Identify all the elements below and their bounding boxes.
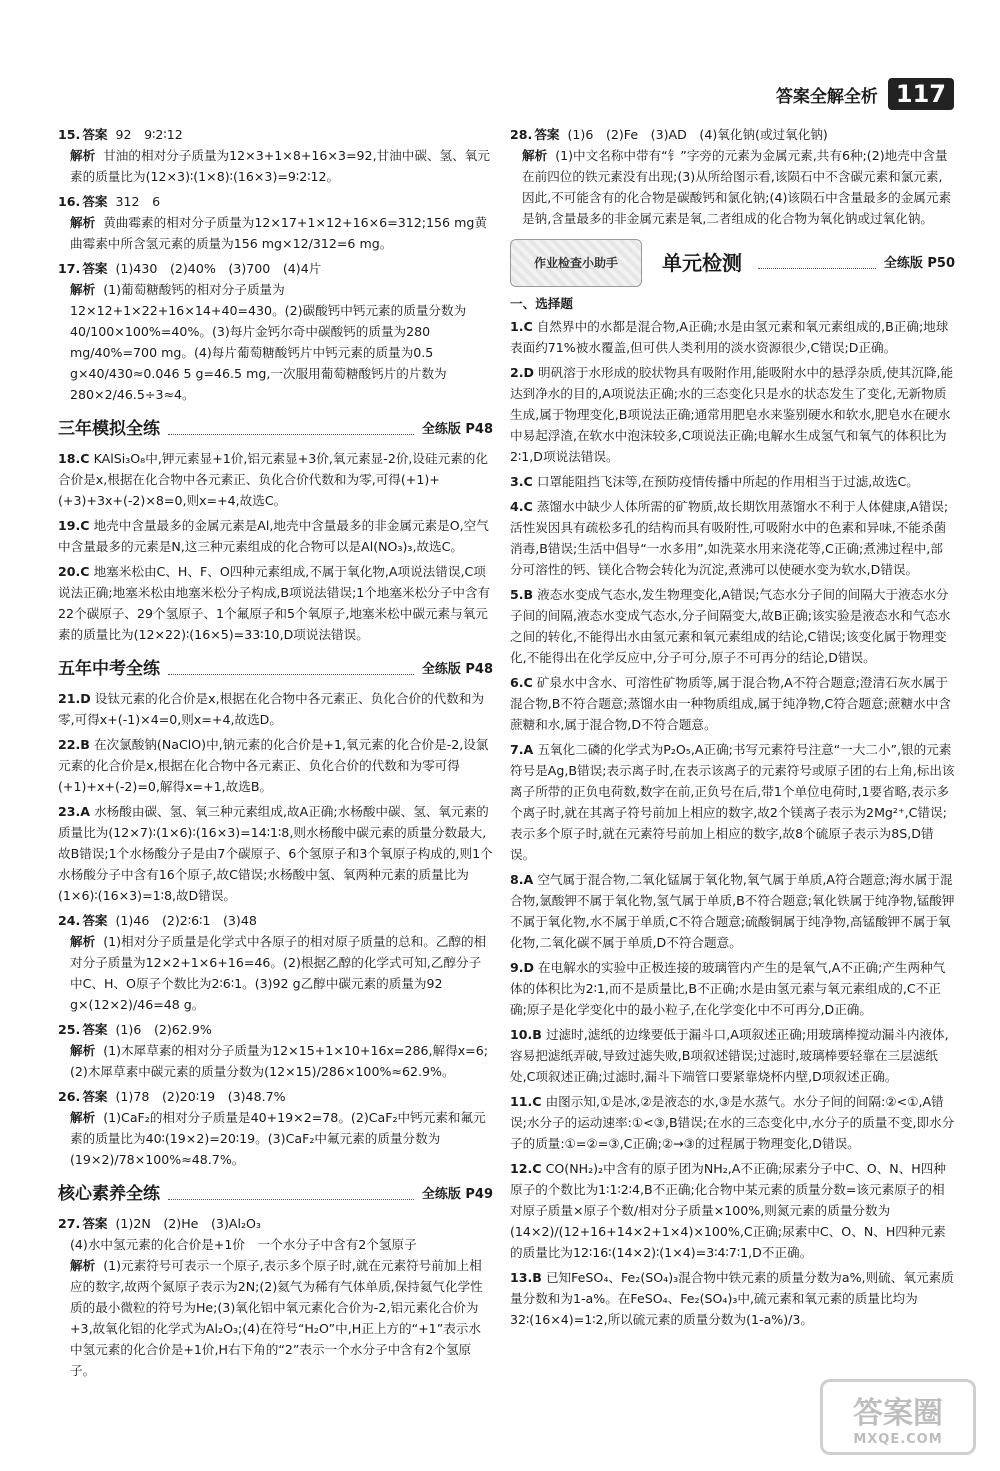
question-u10 (510, 1024, 955, 1087)
explanation-text: 由图示知,①是冰,②是液态的水,③是水蒸气。水分子间的间隔:②<①,A错误;水分子的运动速率:①<③,B错误;在水的三态变化中,水分子的质量不变,即水分子的质量:①=②=③,C正确;②→③的过程属于物理变化,D错误。 (510, 1094, 955, 1151)
question-number: 1.C (510, 319, 533, 334)
question-24 (58, 910, 493, 1015)
answer-text: (1)78 (2)20∶19 (3)48.7% (115, 1089, 286, 1104)
explanation-label: 解析 (70, 934, 96, 949)
section-header-3yr (58, 419, 493, 440)
answer-text: (1)6 (2)Fe (3)AD (4)氧化钠(或过氧化钠) (567, 127, 828, 142)
question-23 (58, 801, 493, 906)
answer-label: 答案 (82, 913, 108, 928)
question-number: 12.C (510, 1161, 542, 1176)
question-number: 8.A (510, 872, 534, 887)
question-number: 4.C (510, 499, 533, 514)
unit-test-header (510, 239, 955, 287)
explanation-text: KAlSi₃O₈中,钾元素显+1价,铝元素显+3价,氧元素显-2价,设硅元素的化合价是x,根据在化合物中各元素正、负化合价代数和为零,可得(+1)+(+3)+3x+(-2)×8=0,则x=+4,故选C。 (58, 451, 488, 508)
answer-text: 312 6 (115, 194, 161, 209)
question-u3 (510, 471, 955, 492)
question-u11 (510, 1091, 955, 1154)
subsection-title: 一、选择题 (510, 296, 573, 311)
explanation-text: 空气属于混合物,二氧化锰属于氧化物,氧气属于单质,A符合题意;海水属于混合物,氯酸钾不属于氧化物,氢气属于单质,B不符合题意;氧化铁属于纯净物,锰酸钾不属于氧化物,水不属于单质,C不符合题意;硫酸铜属于纯净物,高锰酸钾不属于氧化物,二氧化碳不属于单质,D不符合题意。 (510, 872, 955, 950)
explanation-text: 甘油的相对分子质量为12×3+1×8+16×3=92,甘油中碳、氢、氧元素的质量比为(12×3)∶(1×8)∶(16×3)=9∶2∶12。 (70, 148, 490, 184)
watermark-logo-text: 答案圈 (853, 1395, 943, 1431)
right-column (510, 124, 955, 1334)
explanation-text: 在次氯酸钠(NaClO)中,钠元素的化合价是+1,氧元素的化合价是-2,设氯元素的化合价是x,根据在化合物中各元素正、负化合价的代数和为零可得(+1)+x+(-2)=0,解得x=+1,故选B。 (58, 737, 489, 794)
explanation-text: (1)CaF₂的相对分子质量是40+19×2=78。(2)CaF₂中钙元素和氟元素的质量比为40∶(19×2)=20∶19。(3)CaF₂中氟元素的质量分数为(19×2)/78×100%≈48.7%。 (70, 1110, 486, 1167)
question-20 (58, 561, 493, 645)
explanation-label: 解析 (522, 148, 548, 163)
question-21 (58, 688, 493, 730)
explanation-text: (1)元素符号可表示一个原子,表示多个原子时,就在元素符号前加上相应的数字,故两个氮原子表示为2N;(2)氦气为稀有气体单质,保持氦气化学性质的最小微粒的符号为He;(3)氧化铝中氧元素化合价为-2,铝元素化合价为+3,故氧化铝的化学式为Al₂O₃;(4)在符号“H₂O”中,H正上方的“+1”表示水中氢元素的化合价是+1价,H右下角的“2”表示一个水分子中含有2个氢原子。 (70, 1258, 483, 1378)
section-divider (168, 1189, 414, 1200)
answer-label: 答案 (82, 1022, 108, 1037)
question-number: 13.B (510, 1270, 542, 1285)
answer-label: 答案 (82, 194, 108, 209)
question-number: 19.C (58, 518, 90, 533)
question-u2 (510, 362, 955, 467)
question-u6 (510, 672, 955, 735)
question-number: 11.C (510, 1094, 542, 1109)
helper-stamp: 作业检查小助手 (510, 239, 642, 287)
section-header-5yr (58, 659, 493, 680)
section-tag: 全练版 P49 (421, 1187, 493, 1202)
question-u7 (510, 739, 955, 865)
explanation-label: 解析 (70, 148, 96, 163)
answer-label: 答案 (82, 127, 108, 142)
explanation-text: (1)中文名称中带有“钅”字旁的元素为金属元素,共有6种;(2)地壳中含量在前四位的铁元素没有出现;(3)从所给图示看,该陨石中不含碳元素和氯元素,因此,不可能含有的化合物是碳酸钙和氯化钠;(4)该陨石中含量最多的金属元素是钠,含量最多的非金属元素是氧,二者组成的化合物为氧化钠或过氧化钠。 (522, 148, 952, 226)
question-number: 18.C (58, 451, 90, 466)
answer-label: 答案 (82, 1089, 108, 1104)
explanation-label: 解析 (70, 1110, 96, 1125)
explanation-label: 解析 (70, 1258, 96, 1273)
explanation-text: 已知FeSO₄、Fe₂(SO₄)₃混合物中铁元素的质量分数为a%,则硫、氧元素质量分数和为1-a%。在FeSO₄、Fe₂(SO₄)₃中,硫元素和氧元素的质量比均为32∶(16×4)=1∶2,所以硫元素的质量分数为(1-a%)/3。 (510, 1270, 954, 1327)
explanation-label: 解析 (70, 1043, 96, 1058)
question-number: 26. (58, 1089, 81, 1104)
question-number: 20.C (58, 564, 90, 579)
question-number: 5.B (510, 587, 534, 602)
explanation-text: 矿泉水中含水、可溶性矿物质等,属于混合物,A不符合题意;澄清石灰水属于混合物,B不符合题意;蒸馏水由一种物质组成,属于纯净物,C符合题意;蔗糖水中含蔗糖和水,属于混合物,D不符合题意。 (510, 675, 951, 732)
watermark-url: MXQE.COM (853, 1431, 943, 1447)
page-number: 117 (888, 78, 954, 110)
question-17 (58, 258, 493, 405)
question-number: 2.D (510, 365, 535, 380)
answer-label: 答案 (82, 261, 108, 276)
explanation-text: 水杨酸由碳、氢、氧三种元素组成,故A正确;水杨酸中碳、氢、氧元素的质量比为(12×7)∶(1×6)∶(16×3)=14∶1∶8,则水杨酸中碳元素的质量分数最大,故B错误;1个水杨酸分子是由7个碳原子、6个氢原子和3个氧原子构成的,则1个水杨酸分子中含有16个原子,故C错误;水杨酸中氢、氧两种元素的质量比为(1×6)∶(16×3)=1∶8,故D错误。 (58, 804, 493, 903)
section-divider (168, 424, 414, 435)
question-16 (58, 191, 493, 254)
section-tag: 全练版 P48 (421, 662, 493, 677)
question-26 (58, 1086, 493, 1170)
explanation-text: 口罩能阻挡飞沫等,在预防疫情传播中所起的作用相当于过滤,故选C。 (536, 474, 919, 489)
question-number: 3.C (510, 474, 533, 489)
question-u4 (510, 496, 955, 580)
question-u13 (510, 1267, 955, 1330)
question-number: 21.D (58, 691, 91, 706)
question-28 (510, 124, 955, 229)
explanation-text: (1)相对分子质量是化学式中各原子的相对原子质量的总和。乙醇的相对分子质量为12×2+1×6+16=46。(2)根据乙醇的化学式可知,乙醇分子中C、H、O原子个数比为2∶6∶1。(3)92 g乙醇中碳元素的质量为92 g×(12×2)/46=48 g。 (70, 934, 487, 1012)
question-number: 25. (58, 1022, 81, 1037)
answer-text-2: (4)水中氢元素的化合价是+1价 一个水分子中含有2个氢原子 (70, 1237, 417, 1252)
question-number: 27. (58, 1216, 81, 1231)
explanation-label: 解析 (70, 215, 96, 230)
question-number: 10.B (510, 1027, 542, 1042)
explanation-text: 自然界中的水都是混合物,A正确;水是由氢元素和氧元素组成的,B正确;地球表面约71%被水覆盖,但可供人类利用的淡水资源很少,C错误;D正确。 (510, 319, 949, 355)
section-title: 三年模拟全练 (58, 419, 160, 439)
explanation-text: 黄曲霉素的相对分子质量为12×17+1×12+16×6=312;156 mg黄曲霉素中所含氢元素的质量为156 mg×12/312=6 mg。 (70, 215, 487, 251)
question-27 (58, 1213, 493, 1381)
left-column (58, 124, 493, 1385)
explanation-text: 设钛元素的化合价是x,根据在化合物中各元素正、负化合价的代数和为零,可得x+(-1)×4=0,则x=+4,故选D。 (58, 691, 485, 727)
explanation-text: 过滤时,滤纸的边缘要低于漏斗口,A项叙述正确;用玻璃棒搅动漏斗内液体,容易把滤纸弄破,导致过滤失败,B项叙述错误;过滤时,玻璃棒要轻靠在三层滤纸处,C项叙述正确;过滤时,漏斗下端管口要紧靠烧杯内壁,D项叙述正确。 (510, 1027, 949, 1084)
explanation-text: 明矾溶于水形成的胶状物具有吸附作用,能吸附水中的悬浮杂质,使其沉降,能达到净水的目的,A项说法正确;水的三态变化只是水的状态发生了变化,无新物质生成,属于物理变化,B项说法正确;通常用肥皂水来鉴别硬水和软水,肥皂水在硬水中易起浮渣,在软水中泡沫较多,C项说法正确;电解水生成氢气和氧气的体积比为2∶1,D项说法错误。 (510, 365, 954, 464)
question-number: 7.A (510, 742, 534, 757)
question-number: 16. (58, 194, 81, 209)
question-number: 17. (58, 261, 81, 276)
question-number: 23.A (58, 804, 91, 819)
section-title: 核心素养全练 (58, 1184, 160, 1204)
question-u9 (510, 957, 955, 1020)
explanation-text: 地壳中含量最多的金属元素是Al,地壳中含量最多的非金属元素是O,空气中含量最多的元素是N,这三种元素组成的化合物可以是Al(NO₃)₃,故选C。 (58, 518, 489, 554)
explanation-text: 液态水变成气态水,发生物理变化,A错误;气态水分子间的间隔大于液态水分子间的间隔,液态水变成气态水,分子间隔变大,故B正确;该实验是液态水和气态水之间的转化,不能得出水由氢元素和氧元素组成的结论,C错误;该变化属于物理变化,不能得出在化学反应中,分子可分,原子不可再分的结论,D错误。 (510, 587, 951, 665)
question-number: 15. (58, 127, 81, 142)
answer-text: (1)6 (2)62.9% (115, 1022, 212, 1037)
question-19 (58, 515, 493, 557)
explanation-text: (1)葡萄糖酸钙的相对分子质量为12×12+1×22+16×14+40=430。(2)碳酸钙中钙元素的质量分数为40/100×100%=40%。(3)每片金钙尔奇中碳酸钙的质量为280 mg/40%=700 mg。(4)每片葡萄糖酸钙片中钙元素的质量为0.5 g×40/430≈0.046 5 g=46.5 mg,一次服用葡萄糖酸钙片的片数为280×2/46.5÷3≈4。 (70, 282, 467, 402)
section-header-core (58, 1184, 493, 1205)
question-18 (58, 448, 493, 511)
question-25 (58, 1019, 493, 1082)
answer-text: (1)46 (2)2∶6∶1 (3)48 (115, 913, 257, 928)
question-number: 28. (510, 127, 533, 142)
answer-text: 92 9∶2∶12 (115, 127, 183, 142)
question-number: 22.B (58, 737, 90, 752)
section-title: 五年中考全练 (58, 659, 160, 679)
answer-text: (1)430 (2)40% (3)700 (4)4片 (115, 261, 322, 276)
explanation-text: 蒸馏水中缺少人体所需的矿物质,故长期饮用蒸馏水不利于人体健康,A错误;活性炭因具有疏松多孔的结构而具有吸附性,可吸附水中的色素和异味,不能杀菌消毒,B错误;生活中倡导“一水多用”,如洗菜水用来浇花等,C正确;煮沸过程中,部分可溶性的钙、镁化合物会转化为沉淀,煮沸可以使硬水变为软水,D错误。 (510, 499, 949, 577)
question-u12 (510, 1158, 955, 1263)
explanation-label: 解析 (70, 282, 96, 297)
explanation-text: (1)木犀草素的相对分子质量为12×15+1×10+16x=286,解得x=6;(2)木犀草素中碳元素的质量分数为(12×15)/286×100%≈62.9%。 (70, 1043, 488, 1079)
site-watermark (820, 1379, 976, 1455)
question-u1 (510, 316, 955, 358)
answer-text: (1)2N (2)He (3)Al₂O₃ (115, 1216, 261, 1231)
question-u5 (510, 584, 955, 668)
unit-title: 单元检测 (662, 250, 742, 275)
question-number: 24. (58, 913, 81, 928)
question-number: 6.C (510, 675, 533, 690)
section-divider (758, 258, 876, 269)
question-u8 (510, 869, 955, 953)
page-header (776, 78, 954, 110)
question-22 (58, 734, 493, 797)
question-number: 9.D (510, 960, 535, 975)
header-title: 答案全解全析 (775, 86, 878, 107)
section-tag: 全练版 P50 (883, 255, 955, 271)
question-15 (58, 124, 493, 187)
explanation-text: 在电解水的实验中正极连接的玻璃管内产生的是氧气,A不正确;产生两种气体的体积比为2∶1,而不是质量比,B不正确;水是由氢元素与氧元素组成的,C不正确;原子是化学变化中的最小粒子,在化学变化中不可再分,D正确。 (510, 960, 946, 1017)
explanation-text: CO(NH₂)₂中含有的原子团为NH₂,A不正确;尿素分子中C、O、N、H四种原子的个数比为1∶1∶2∶4,B不正确;化合物中某元素的质量分数=该元素原子的相对原子质量×原子个数/相对分子质量×100%,则氮元素的质量分数为(14×2)/(12+16+14×2+1×4)×100%,C正确;尿素中C、O、N、H四种元素的质量比为12∶16∶(14×2)∶(1×4)=3∶4∶7∶1,D不正确。 (510, 1161, 946, 1260)
explanation-text: 地塞米松由C、H、F、O四种元素组成,不属于氧化物,A项说法错误,C项说法正确;地塞米松由地塞米松分子构成,B项说法错误;1个地塞米松分子中含有22个碳原子、29个氢原子、1个氟原子和5个氧原子,地塞米松中碳元素与氧元素的质量比为(12×22)∶(16×5)=33∶10,D项说法错误。 (58, 564, 491, 642)
explanation-text: 五氧化二磷的化学式为P₂O₅,A正确;书写元素符号注意“一大二小”,银的元素符号是Ag,B错误;表示离子时,在表示该离子的元素符号或原子团的右上角,标出该离子所带的正负电荷数,数字在前,正负号在后,带1个单位电荷时,1要省略,表示多个离子时,就在其离子符号前加上相应的数字,故2个镁离子表示为2Mg²⁺,C错误;表示多个原子时,就在元素符号前加上相应的数字,故8个硫原子表示为8S,D错误。 (510, 742, 955, 862)
answer-label: 答案 (82, 1216, 108, 1231)
section-tag: 全练版 P48 (421, 422, 493, 437)
answer-label: 答案 (534, 127, 560, 142)
section-divider (168, 664, 414, 675)
